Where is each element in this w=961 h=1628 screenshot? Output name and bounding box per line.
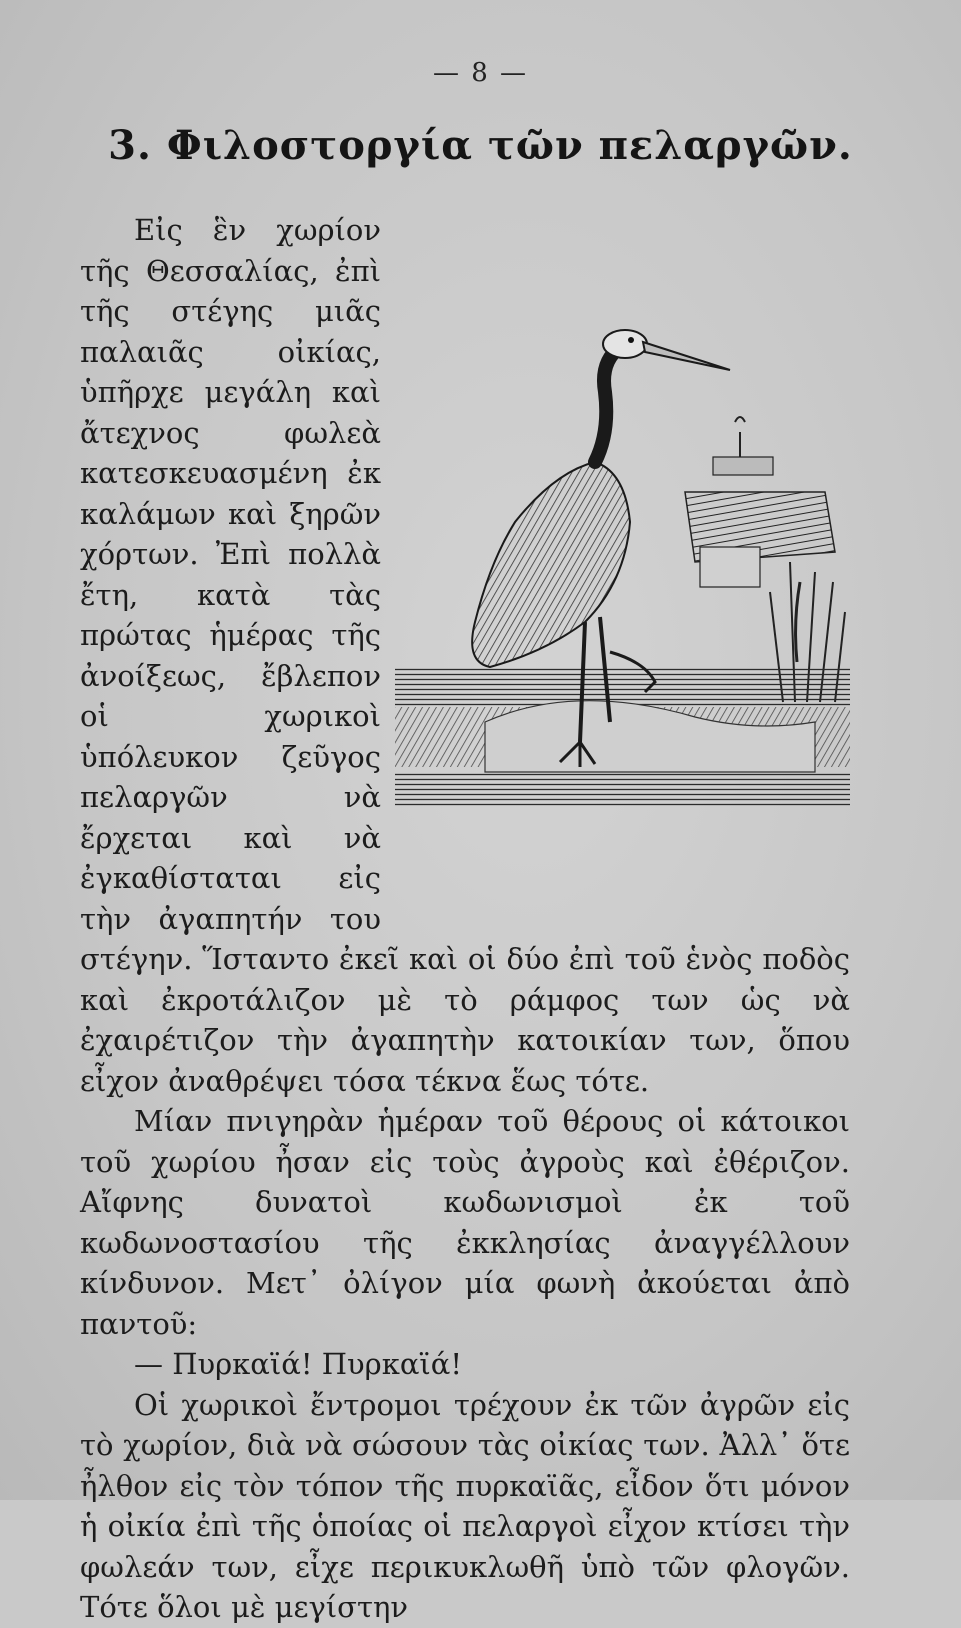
paragraph-1: Εἰς ἓν χωρίον τῆς Θεσσαλίας, ἐπὶ τῆς στέγης μιᾶς παλαιᾶς οἰκίας, ὑπῆρχε μεγάλη καὶ ἄτεχνος φωλεὰ κατεσκευασμένη ἐκ καλάμων καὶ ξηρῶν χόρτων. Ἐπὶ πολλὰ ἔτη, κατὰ τὰς πρώτας ἡμέρας τῆς ἀνοίξεως, ἔβλεπον οἱ χωρικοὶ ὑπόλευκον ζεῦγος πελαργῶν νὰ ἔρχεται καὶ νὰ ἐγκαθίσταται εἰς τὴν ἀγαπητήν του στέγην. Ἵσταντο ἐκεῖ καὶ οἱ δύο ἐπὶ τοῦ ἑνὸς ποδὸς καὶ ἐκροτάλιζον μὲ τὸ ράμφος των ὡς νὰ ἐχαιρέτιζον τὴν ἀγαπητὴν κατοικίαν των, ὅπου εἶχον ἀναθρέψει τόσα τέκνα ἕως τότε. [80,213,850,1098]
water-drawing [395,667,850,807]
house-drawing [685,417,835,587]
paragraph-3-dialogue: — Πυρκαϊά! Πυρκαϊά! [134,1347,463,1381]
chapter-title: 3. Φιλοστοργία τῶν πελαργῶν. [108,122,853,169]
stork-illustration-svg [395,322,850,920]
body-text [80,210,850,1628]
paragraph-4: Οἱ χωρικοὶ ἔντρομοι τρέχουν ἐκ τῶν ἀγρῶν εἰς τὸ χωρίον, διὰ νὰ σώσουν τὰς οἰκίας των. Ἀλλ᾽ ὅτε ἦλθον εἰς τὸν τόπον τῆς πυρκαϊᾶς, εἶδον ὅτι μόνον ἡ οἰκία ἐπὶ τῆς ὁποίας οἱ πελαργοὶ εἶχον κτίσει τὴν φωλεάν των, εἶχε περικυκλωθῆ ὑπὸ τῶν φλογῶν. Τότε ὅλοι μὲ μεγίστην [80,1387,850,1624]
paragraph-2: Μίαν πνιγηρὰν ἡμέραν τοῦ θέρους οἱ κάτοικοι τοῦ χωρίου ἦσαν εἰς τοὺς ἀγροὺς καὶ ἐθέριζον. Αἴφνης δυνατοὶ κωδωνισμοὶ ἐκ τοῦ κωδωνοστασίου τῆς ἐκκλησίας ἀναγγέλλουν κίνδυνον. Μετ᾽ ὀλίγον μία φωνὴ ἀκούεται ἀπὸ παντοῦ: [80,1104,850,1341]
page-number: — 8 — [432,58,529,88]
stork-on-roof-illustration [395,322,850,920]
